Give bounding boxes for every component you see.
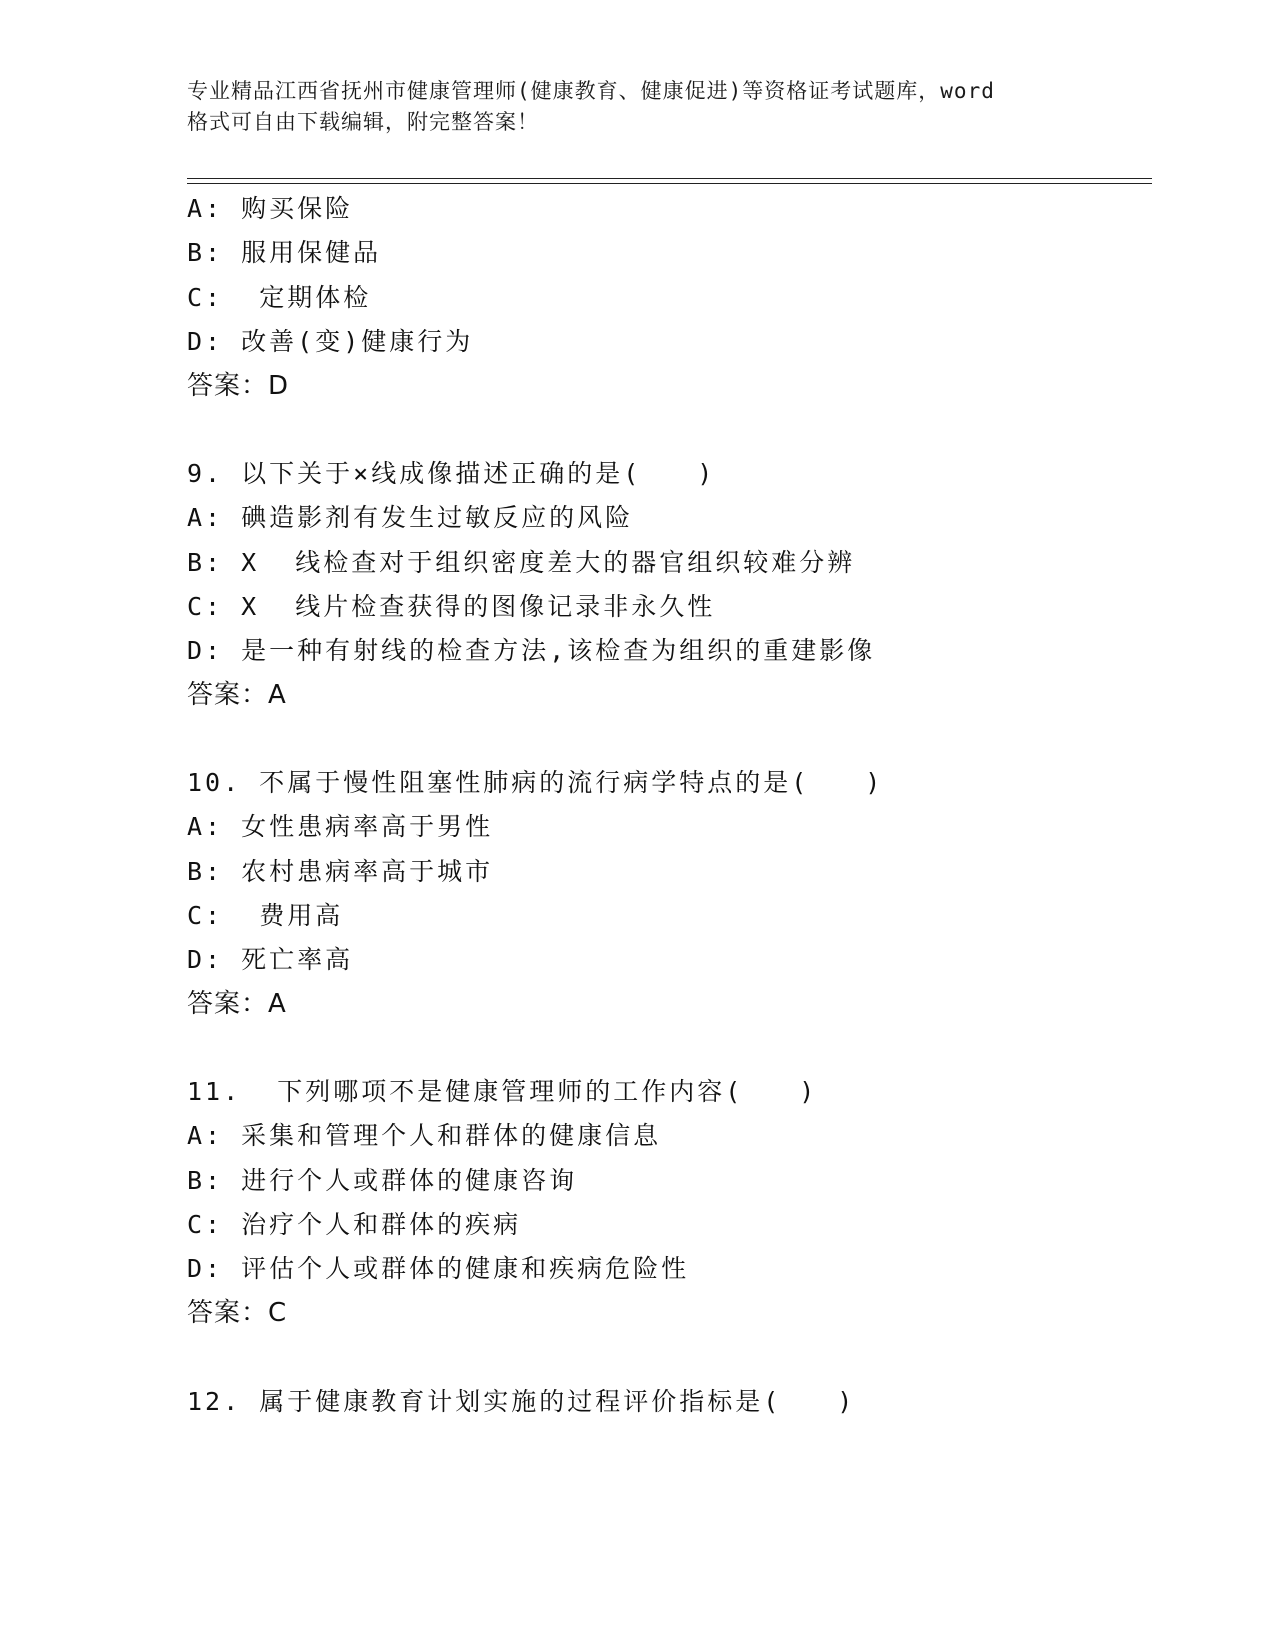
- header-line-2: 格式可自由下载编辑，附完整答案！: [187, 110, 539, 134]
- header-divider-top: [187, 178, 1152, 179]
- q9-stem: 9. 以下关于×线成像描述正确的是( ): [187, 459, 716, 488]
- q8-option-b: B: 服用保健品: [187, 238, 382, 267]
- q12-stem: 12. 属于健康教育计划实施的过程评价指标是( ): [187, 1387, 856, 1416]
- q10-option-b: B: 农村患病率高于城市: [187, 857, 494, 886]
- q10-option-c: C: 费用高: [187, 901, 344, 930]
- q9-option-b: B: X 线检查对于组织密度差大的器官组织较难分辨: [187, 548, 856, 577]
- q11-option-a: A: 采集和管理个人和群体的健康信息: [187, 1121, 662, 1150]
- q10-stem: 10. 不属于慢性阻塞性肺病的流行病学特点的是( ): [187, 768, 884, 797]
- q10-answer: 答案：A: [187, 989, 287, 1019]
- q11-stem: 11. 下列哪项不是健康管理师的工作内容( ): [187, 1077, 818, 1106]
- q9-answer: 答案：A: [187, 680, 287, 710]
- q11-option-c: C: 治疗个人和群体的疾病: [187, 1210, 522, 1239]
- header-line-1: 专业精品江西省抚州市健康管理师(健康教育、健康促进)等资格证考试题库，word: [187, 79, 995, 103]
- q11-option-d: D: 评估个人或群体的健康和疾病危险性: [187, 1254, 690, 1283]
- header-divider-bottom: [187, 183, 1152, 184]
- q11-option-b: B: 进行个人或群体的健康咨询: [187, 1166, 578, 1195]
- q8-option-c: C: 定期体检: [187, 283, 372, 312]
- q9-option-c: C: X 线片检查获得的图像记录非永久性: [187, 592, 716, 621]
- q10-option-a: A: 女性患病率高于男性: [187, 812, 494, 841]
- q11-answer: 答案：C: [187, 1298, 288, 1328]
- q10-option-d: D: 死亡率高: [187, 945, 354, 974]
- q8-option-d: D: 改善(变)健康行为: [187, 327, 474, 356]
- q8-option-a: A: 购买保险: [187, 194, 354, 223]
- q9-option-d: D: 是一种有射线的检查方法,该检查为组织的重建影像: [187, 636, 876, 665]
- q9-option-a: A: 碘造影剂有发生过敏反应的风险: [187, 503, 634, 532]
- document-header: [187, 76, 1087, 138]
- q8-answer: 答案：D: [187, 371, 290, 401]
